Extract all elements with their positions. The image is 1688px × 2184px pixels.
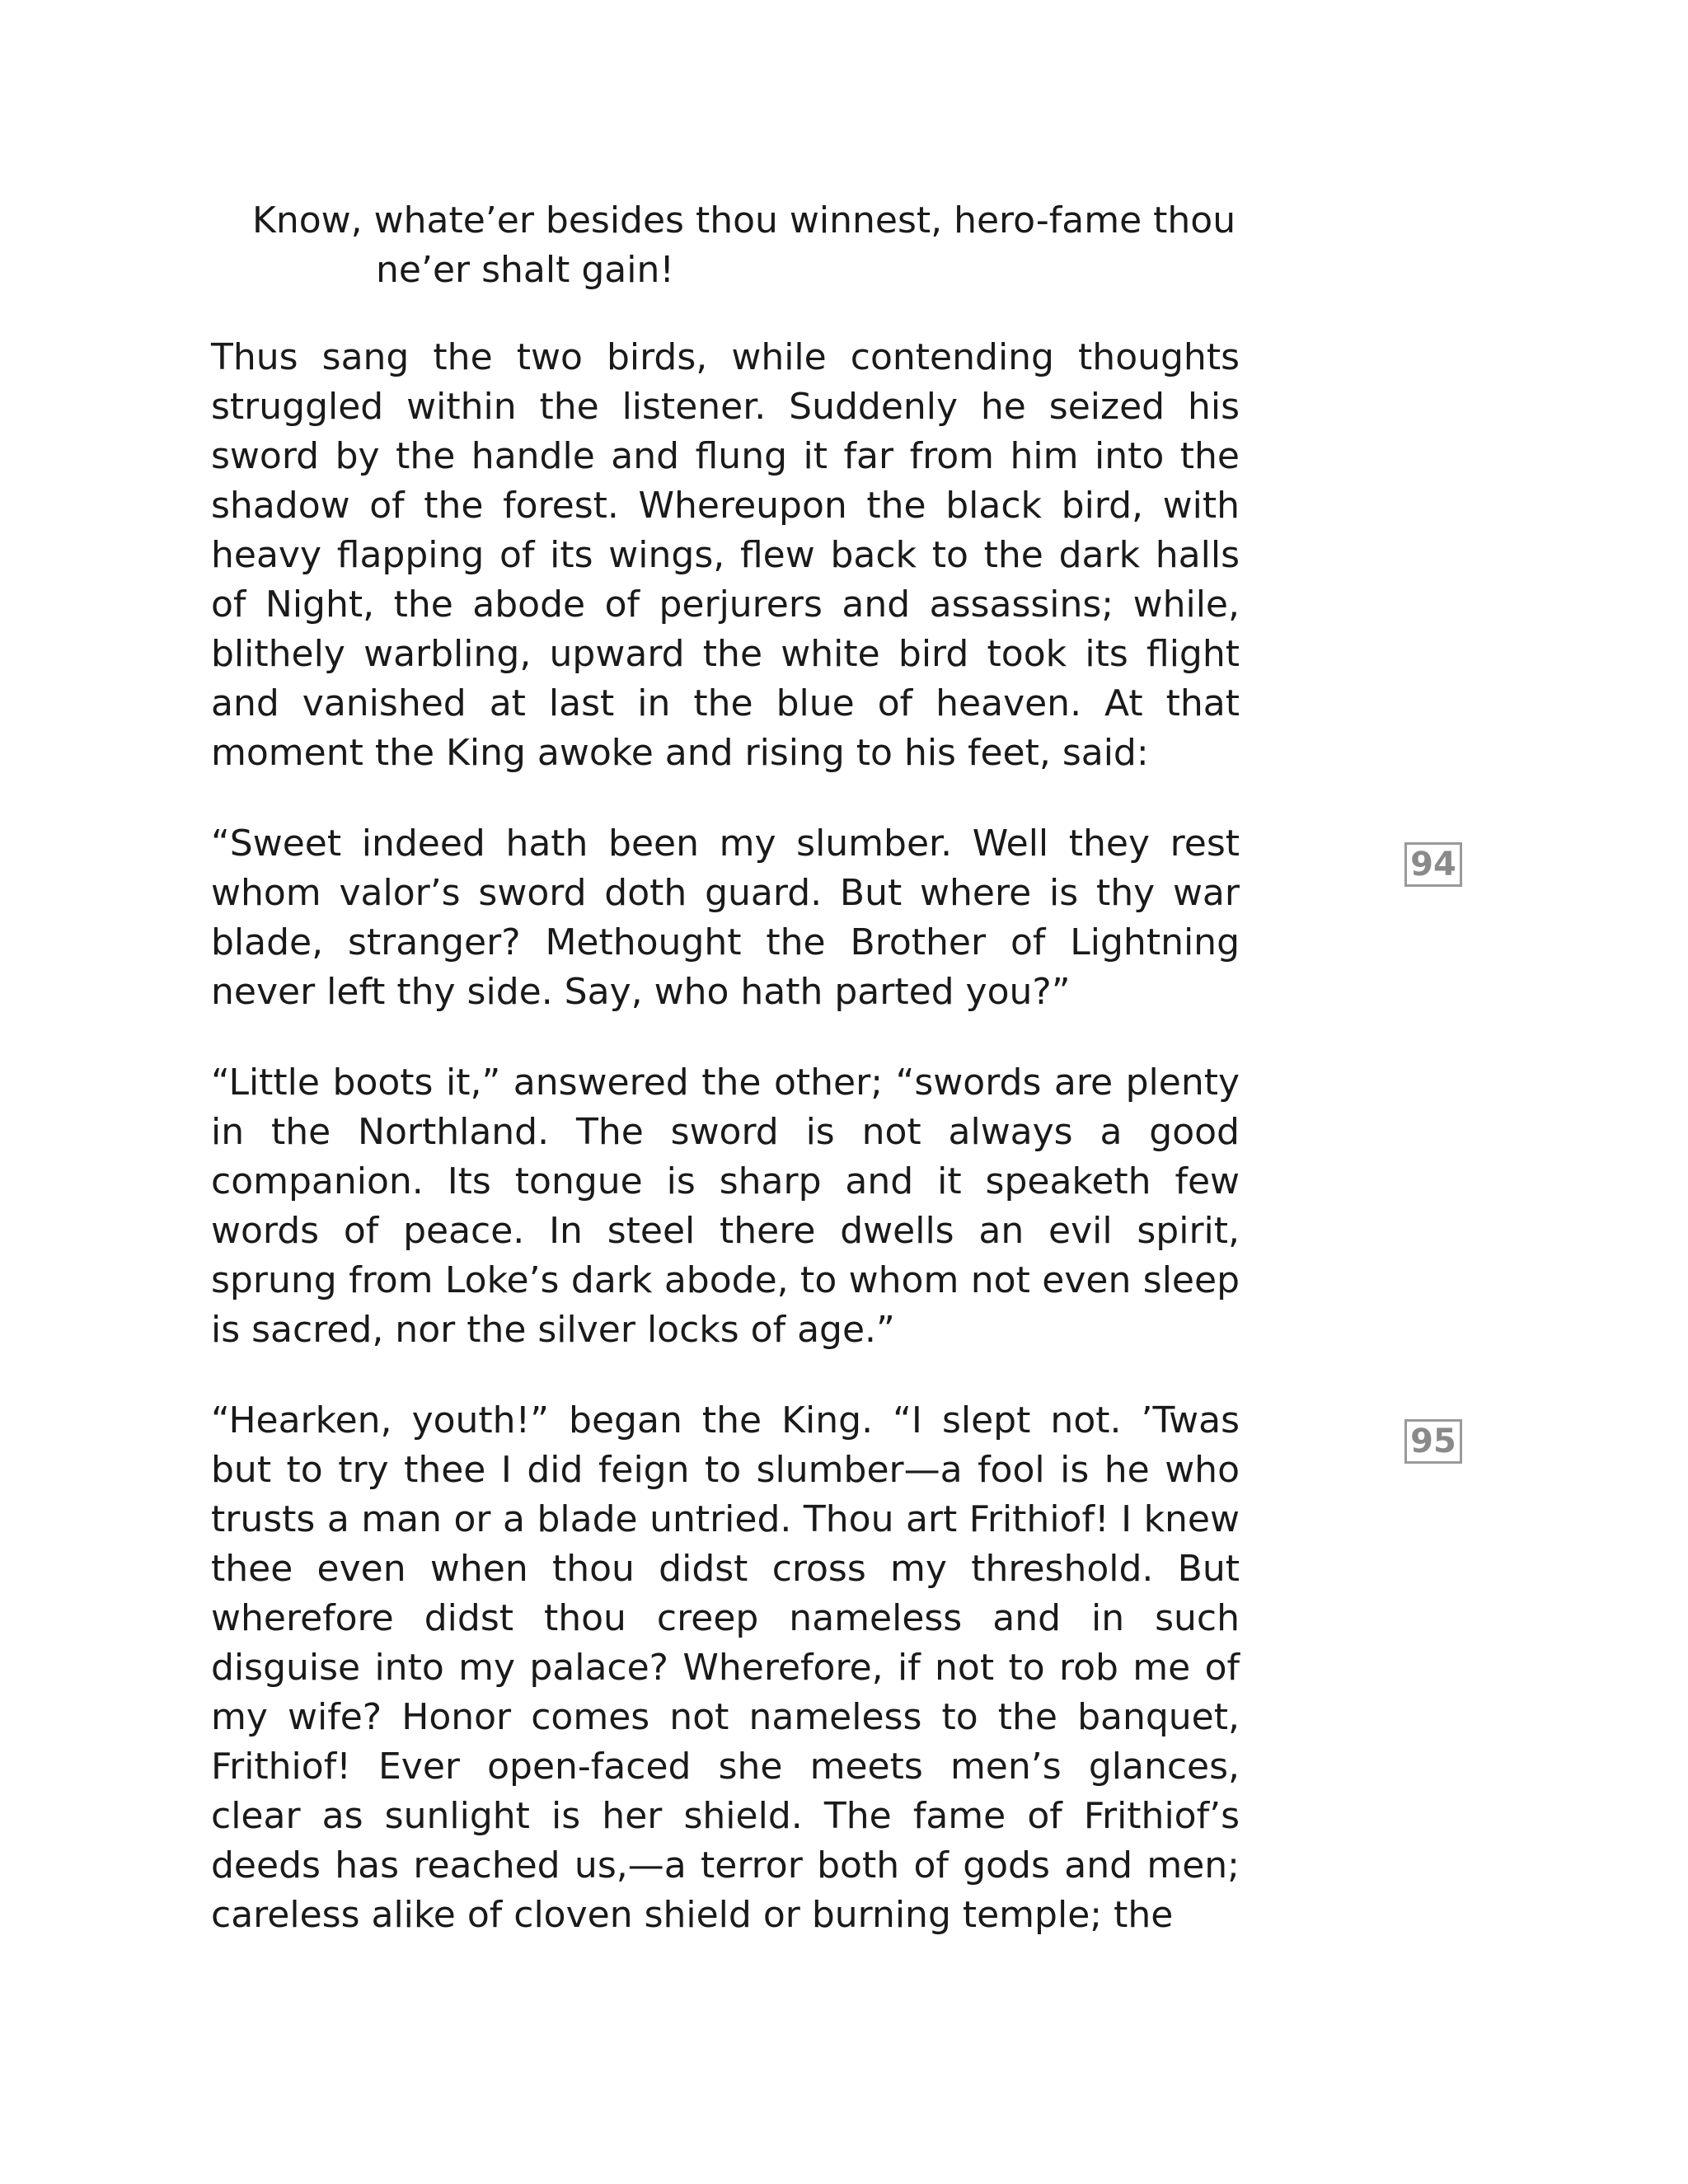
- verse-block: [211, 196, 1240, 295]
- page-number-marker: 94: [1404, 842, 1462, 887]
- paragraph: “Sweet indeed hath been my slumber. Well they rest whom valor’s sword doth guard. But where is thy war blade, stranger? Methought the Brother of Lightning never left thy side. Say, who hath parted you?”: [211, 823, 1240, 1013]
- paragraph: “Hearken, youth!” began the King. “I slept not. ’Twas but to try thee I did feign to slumber—a fool is he who trusts a man or a blade untried. Thou art Frithiof! I knew thee even when thou didst cross my threshold. But wherefore didst thou creep nameless and in such disguise into my palace? Wherefore, if not to rob me of my wife? Honor comes not nameless to the banquet, Frithiof! Ever open-faced she meets men’s glances, clear as sunlight is her shield. The fame of Frithiof’s deeds has reached us,—a terror both of gods and men; careless alike of cloven shield or burning temple; the: [211, 1399, 1240, 1936]
- paragraph: “Little boots it,” answered the other; “swords are plenty in the Northland. The sword is not always a good companion. Its tongue is sharp and it speaketh few words of peace. In steel there dwells an evil spirit, sprung from Loke’s dark abode, to whom not even sleep is sacred, nor the silver locks of age.”: [211, 1062, 1240, 1351]
- page-body: [211, 196, 1240, 1981]
- paragraph: Thus sang the two birds, while contending thoughts struggled within the listener. Suddenly he seized his sword by the handle and flung it far from him into the shadow of the forest. Whereupon the black bird, with heavy flapping of its wings, flew back to the dark halls of Night, the abode of perjurers and assassins; while, blithely warbling, upward the white bird took its flight and vanished at last in the blue of heaven. At that moment the King awoke and rising to his feet, said:: [211, 336, 1240, 774]
- verse-line: Know, whate’er besides thou winnest, hero-fame thou: [252, 199, 1236, 241]
- verse-line: ne’er shalt gain!: [376, 249, 674, 291]
- page-number-marker: 95: [1404, 1419, 1462, 1464]
